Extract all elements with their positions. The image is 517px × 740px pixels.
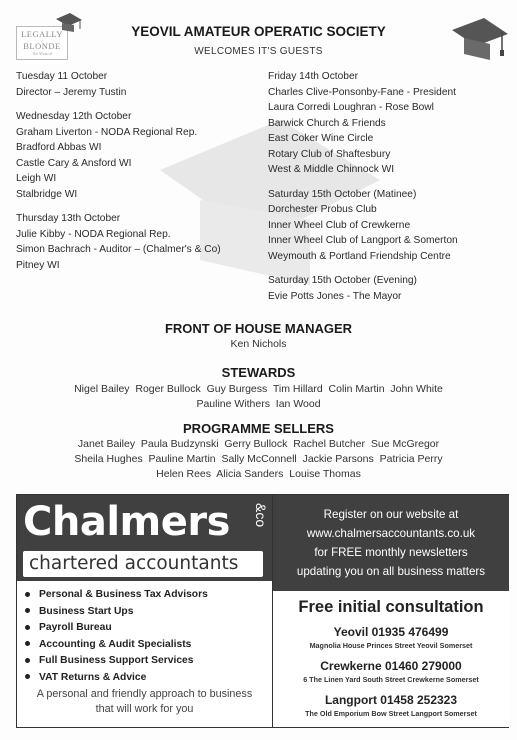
office-phone: Crewkerne 01460 279000 [320, 659, 462, 673]
sellers-heading: PROGRAMME SELLERS [183, 421, 334, 436]
guest-name: Director – Jeremy Tustin [16, 86, 127, 98]
bullet-icon [25, 608, 30, 613]
guest-name: Simon Bachrach - Auditor – (Chalmer's & Co) [16, 244, 221, 255]
register-box: Register on our website at www.chalmersaccountants.co.uk for FREE monthly newsletters updating you on all business matters [273, 495, 509, 591]
legally-blonde-logo: LEGALLY BLONDE The Musical [16, 26, 68, 60]
brand-tagline: chartered accountants [29, 553, 239, 574]
guest-date: Saturday 15th October (Evening) [268, 275, 417, 286]
guest-name: Laura Corredi Loughran - Rose Bowl [268, 102, 434, 113]
office-crewkerne [273, 659, 509, 684]
office-address: Magnolia House Princes Street Yeovil Somerset [309, 641, 473, 650]
advert-left-panel [17, 495, 272, 727]
guest-name: Stalbridge WI [16, 188, 78, 200]
services-list [25, 587, 208, 686]
guest-list-right [268, 69, 508, 304]
service-item: Payroll Bureau [25, 620, 208, 637]
foh-name: Ken Nichols [230, 338, 287, 350]
guest-date: Wednesday 12th October [16, 111, 132, 122]
brand-co: &co [253, 503, 269, 528]
guest-date: Saturday 15th October (Matinee) [268, 188, 417, 200]
guest-name: East Coker Wine Circle [268, 133, 374, 144]
service-item: Personal & Business Tax Advisors [25, 587, 208, 604]
bullet-icon [25, 658, 30, 663]
guest-name: Rotary Club of Shaftesbury [268, 148, 391, 160]
office-phone: Yeovil 01935 476499 [333, 625, 449, 639]
guest-name: Julie Kibby - NODA Regional Rep. [16, 228, 171, 240]
service-item: Accounting & Audit Specialists [25, 637, 208, 654]
guest-name: Charles Clive-Ponsonby-Fane - President [268, 86, 456, 98]
service-item: VAT Returns & Advice [25, 670, 208, 687]
bullet-icon [25, 625, 30, 630]
welcome-subtitle: WELCOMES IT'S GUESTS [194, 46, 323, 57]
sellers-line: Sheila Hughes Pauline Martin Sally McConnell Jackie Parsons Patricia Perry [74, 453, 443, 465]
guest-name: Barwick Church & Friends [268, 117, 386, 129]
office-phone: Langport 01458 252323 [324, 693, 458, 707]
guest-date: Thursday 13th October [16, 213, 121, 224]
sellers-line: Janet Bailey Paula Budzynski Gerry Bullock Rachel Butcher Sue McGregor [77, 438, 440, 450]
office-yeovil [273, 625, 509, 650]
guest-name: Graham Liverton - NODA Regional Rep. [16, 126, 198, 138]
stewards-line: Pauline Withers Ian Wood [196, 398, 321, 410]
guest-name: Evie Potts Jones - The Mayor [268, 290, 402, 302]
guest-date: Tuesday 11 October [16, 71, 108, 82]
website-link[interactable]: www.chalmersaccountants.co.uk [306, 527, 476, 540]
guest-name: Inner Wheel Club of Crewkerne [268, 219, 411, 231]
guest-name: Weymouth & Portland Friendship Centre [268, 250, 451, 262]
society-title: YEOVIL AMATEUR OPERATIC SOCIETY [131, 24, 386, 39]
chalmers-advert [16, 494, 509, 728]
guest-name: Dorchester Probus Club [268, 204, 377, 215]
foh-heading: FRONT OF HOUSE MANAGER [164, 321, 353, 336]
bullet-icon [25, 674, 30, 679]
office-langport [273, 693, 509, 718]
service-item: Business Start Ups [25, 604, 208, 621]
consultation-heading: Free initial consultation [298, 598, 484, 616]
guest-name: Inner Wheel Club of Langport & Somerton [268, 235, 458, 246]
office-address: The Old Emporium Bow Street Langport Somerset [305, 709, 477, 718]
guest-list-left [16, 69, 256, 273]
service-item: Full Business Support Services [25, 653, 208, 670]
bullet-icon [25, 641, 30, 646]
friendly-approach-text: A personal and friendly approach to business that will work for you [36, 688, 253, 715]
brand-name: Chalmers [23, 499, 230, 545]
brand-block [17, 495, 272, 581]
stewards-heading: STEWARDS [221, 365, 296, 380]
sellers-line: Helen Rees Alicia Sanders Louise Thomas [156, 468, 361, 480]
guest-date: Friday 14th October [268, 71, 359, 82]
brand-tagline-box [23, 551, 263, 577]
guest-name: Bradford Abbas WI [16, 142, 102, 153]
guest-name: Leigh WI [16, 173, 57, 184]
guest-name: West & Middle Chinnock WI [268, 164, 395, 175]
advert-right-panel [272, 495, 509, 727]
stewards-line: Nigel Bailey Roger Bullock Guy Burgess Tim Hillard Colin Martin John White [74, 383, 443, 395]
guest-name: Castle Cary & Ansford WI [16, 157, 132, 169]
guest-name: Pitney WI [16, 259, 60, 271]
bullet-icon [25, 592, 30, 597]
office-address: 6 The Linen Yard South Street Crewkerne Somerset [303, 675, 479, 684]
